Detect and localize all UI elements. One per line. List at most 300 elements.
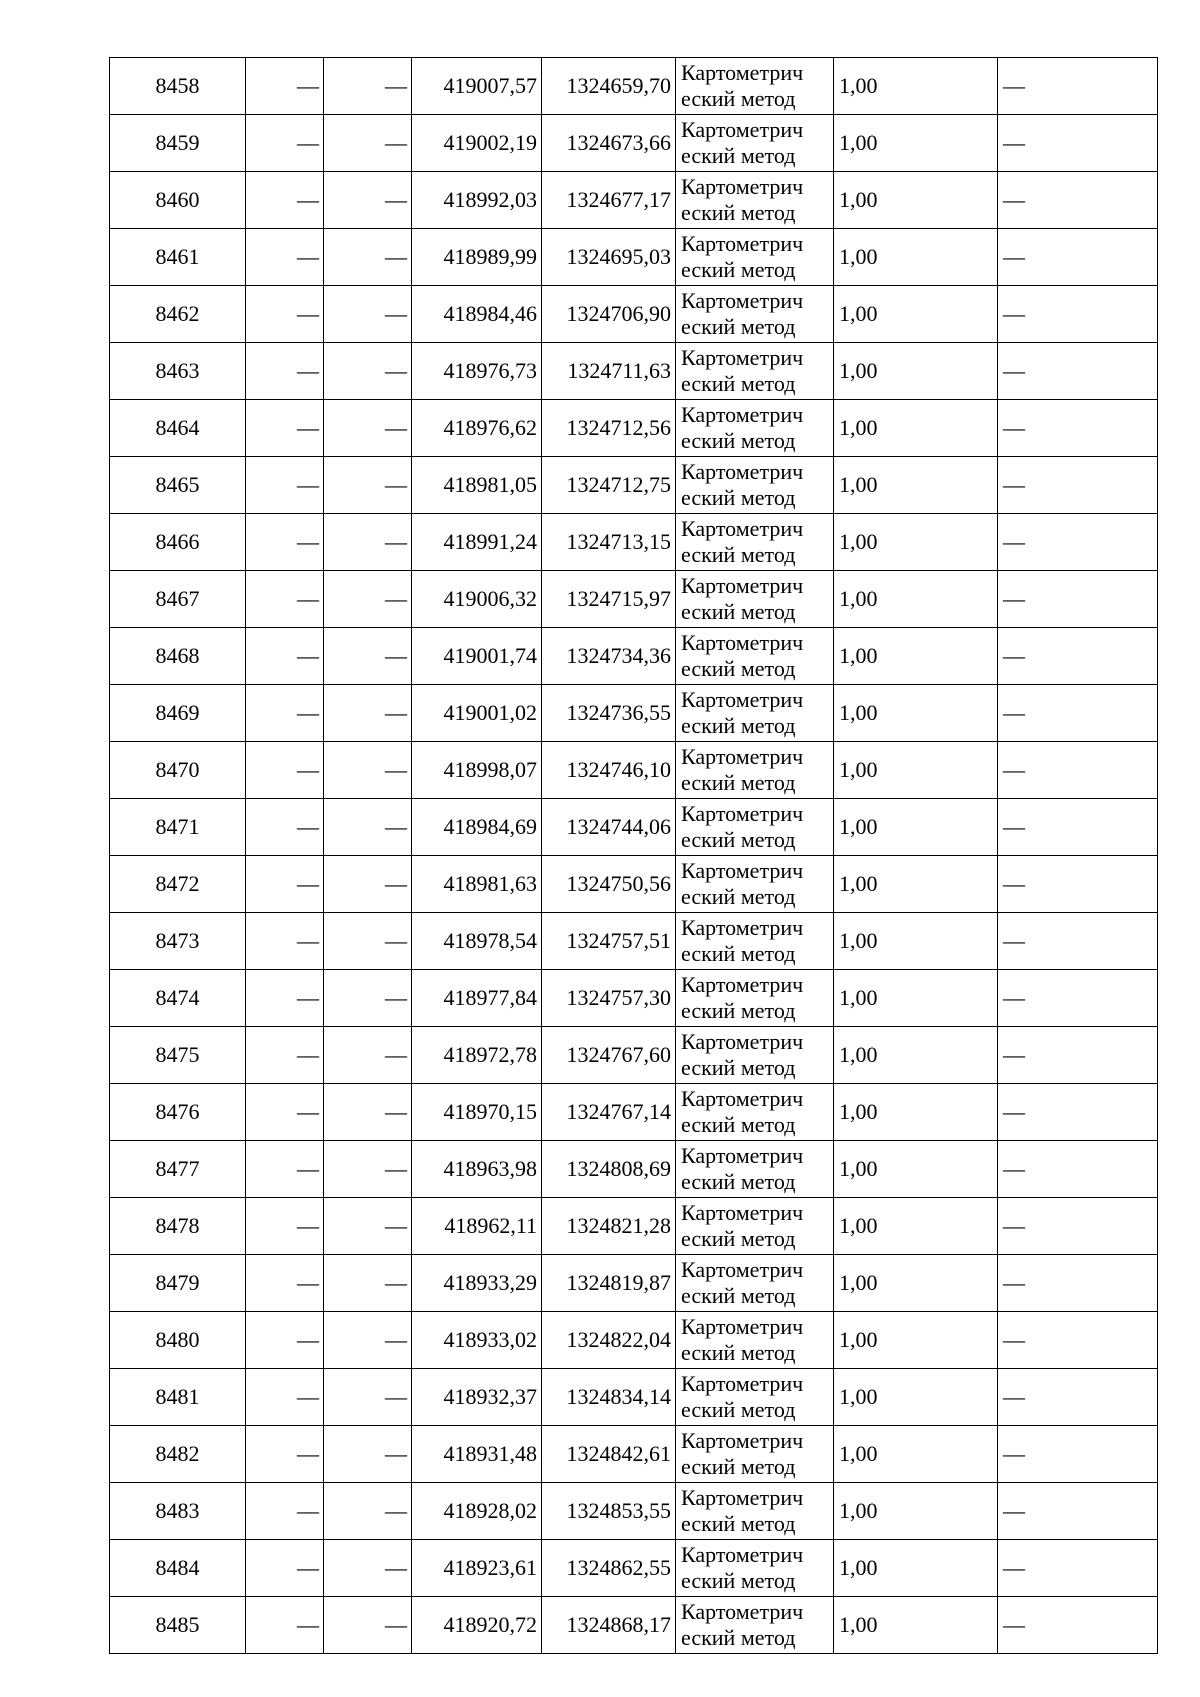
y-coordinate-cell: 1324677,17 [542,172,676,229]
empty-y-cell: — [324,1426,412,1483]
description-cell: — [998,343,1158,400]
point-number-cell: 8465 [110,457,246,514]
point-number-cell: 8479 [110,1255,246,1312]
method-line-1: Картометрич [681,459,804,484]
point-number-cell: 8459 [110,115,246,172]
method-line-1: Картометрич [681,630,804,655]
description-cell: — [998,286,1158,343]
description-cell: — [998,1597,1158,1654]
description-cell: — [998,1540,1158,1597]
description-cell: — [998,400,1158,457]
accuracy-cell: 1,00 [834,172,998,229]
description-cell: — [998,799,1158,856]
description-cell: — [998,1426,1158,1483]
empty-x-cell: — [246,685,324,742]
method-cell [676,115,834,172]
table-row [110,343,1158,400]
table-row [110,742,1158,799]
description-cell: — [998,1312,1158,1369]
accuracy-cell: 1,00 [834,457,998,514]
method-line-2: еский метод [681,1340,796,1365]
point-number-cell: 8466 [110,514,246,571]
empty-x-cell: — [246,742,324,799]
point-number-cell: 8484 [110,1540,246,1597]
y-coordinate-cell: 1324868,17 [542,1597,676,1654]
method-line-1: Картометрич [681,60,804,85]
method-cell [676,1426,834,1483]
table-row [110,457,1158,514]
y-coordinate-cell: 1324767,14 [542,1084,676,1141]
method-cell [676,742,834,799]
y-coordinate-cell: 1324715,97 [542,571,676,628]
accuracy-cell: 1,00 [834,229,998,286]
table-row [110,799,1158,856]
description-cell: — [998,229,1158,286]
point-number-cell: 8485 [110,1597,246,1654]
table-row [110,628,1158,685]
method-line-1: Картометрич [681,1143,804,1168]
point-number-cell: 8458 [110,58,246,115]
empty-x-cell: — [246,970,324,1027]
point-number-cell: 8463 [110,343,246,400]
table-row [110,1255,1158,1312]
description-cell: — [998,685,1158,742]
method-line-2: еский метод [681,1226,796,1251]
point-number-cell: 8473 [110,913,246,970]
empty-x-cell: — [246,514,324,571]
point-number-cell: 8475 [110,1027,246,1084]
table-row [110,1312,1158,1369]
accuracy-cell: 1,00 [834,1084,998,1141]
empty-x-cell: — [246,400,324,457]
x-coordinate-cell: 418977,84 [412,970,542,1027]
table-row [110,115,1158,172]
table-row [110,1426,1158,1483]
x-coordinate-cell: 418989,99 [412,229,542,286]
point-number-cell: 8462 [110,286,246,343]
empty-y-cell: — [324,913,412,970]
method-line-1: Картометрич [681,1200,804,1225]
method-line-2: еский метод [681,371,796,396]
empty-x-cell: — [246,172,324,229]
empty-y-cell: — [324,571,412,628]
empty-x-cell: — [246,1597,324,1654]
method-line-1: Картометрич [681,1371,804,1396]
x-coordinate-cell: 418976,62 [412,400,542,457]
empty-x-cell: — [246,1198,324,1255]
y-coordinate-cell: 1324673,66 [542,115,676,172]
x-coordinate-cell: 419002,19 [412,115,542,172]
empty-y-cell: — [324,628,412,685]
method-line-2: еский метод [681,314,796,339]
method-cell [676,799,834,856]
method-line-2: еский метод [681,1112,796,1137]
empty-y-cell: — [324,1312,412,1369]
method-line-1: Картометрич [681,972,804,997]
method-cell [676,286,834,343]
empty-y-cell: — [324,172,412,229]
empty-x-cell: — [246,343,324,400]
method-line-2: еский метод [681,1454,796,1479]
empty-x-cell: — [246,1540,324,1597]
method-cell [676,1255,834,1312]
empty-y-cell: — [324,1141,412,1198]
y-coordinate-cell: 1324821,28 [542,1198,676,1255]
table-row [110,1597,1158,1654]
empty-x-cell: — [246,628,324,685]
empty-y-cell: — [324,229,412,286]
accuracy-cell: 1,00 [834,913,998,970]
y-coordinate-cell: 1324713,15 [542,514,676,571]
x-coordinate-cell: 418931,48 [412,1426,542,1483]
description-cell: — [998,115,1158,172]
method-cell [676,229,834,286]
empty-x-cell: — [246,1141,324,1198]
method-line-1: Картометрич [681,231,804,256]
empty-y-cell: — [324,343,412,400]
empty-y-cell: — [324,799,412,856]
x-coordinate-cell: 418981,63 [412,856,542,913]
y-coordinate-cell: 1324734,36 [542,628,676,685]
x-coordinate-cell: 418992,03 [412,172,542,229]
method-cell [676,571,834,628]
method-line-2: еский метод [681,200,796,225]
empty-y-cell: — [324,685,412,742]
x-coordinate-cell: 419006,32 [412,571,542,628]
x-coordinate-cell: 418963,98 [412,1141,542,1198]
accuracy-cell: 1,00 [834,343,998,400]
empty-x-cell: — [246,1312,324,1369]
accuracy-cell: 1,00 [834,286,998,343]
empty-x-cell: — [246,913,324,970]
method-cell [676,400,834,457]
description-cell: — [998,571,1158,628]
x-coordinate-cell: 418984,46 [412,286,542,343]
method-cell [676,628,834,685]
empty-y-cell: — [324,1027,412,1084]
x-coordinate-cell: 418970,15 [412,1084,542,1141]
method-line-2: еский метод [681,542,796,567]
method-cell [676,1483,834,1540]
accuracy-cell: 1,00 [834,970,998,1027]
empty-x-cell: — [246,115,324,172]
x-coordinate-cell: 418932,37 [412,1369,542,1426]
method-line-2: еский метод [681,485,796,510]
point-number-cell: 8470 [110,742,246,799]
method-line-2: еский метод [681,1397,796,1422]
empty-y-cell: — [324,1198,412,1255]
method-cell [676,1198,834,1255]
empty-x-cell: — [246,1084,324,1141]
method-line-2: еский метод [681,143,796,168]
y-coordinate-cell: 1324659,70 [542,58,676,115]
y-coordinate-cell: 1324711,63 [542,343,676,400]
description-cell: — [998,856,1158,913]
y-coordinate-cell: 1324757,51 [542,913,676,970]
method-cell [676,457,834,514]
method-line-2: еский метод [681,941,796,966]
table-row [110,229,1158,286]
x-coordinate-cell: 418998,07 [412,742,542,799]
table-row [110,856,1158,913]
x-coordinate-cell: 418972,78 [412,1027,542,1084]
method-line-1: Картометрич [681,117,804,142]
point-number-cell: 8474 [110,970,246,1027]
empty-x-cell: — [246,1426,324,1483]
y-coordinate-cell: 1324822,04 [542,1312,676,1369]
method-line-1: Картометрич [681,174,804,199]
point-number-cell: 8481 [110,1369,246,1426]
y-coordinate-cell: 1324695,03 [542,229,676,286]
empty-x-cell: — [246,1369,324,1426]
description-cell: — [998,1483,1158,1540]
description-cell: — [998,1369,1158,1426]
x-coordinate-cell: 418928,02 [412,1483,542,1540]
method-cell [676,1369,834,1426]
table-row [110,571,1158,628]
method-line-2: еский метод [681,770,796,795]
y-coordinate-cell: 1324757,30 [542,970,676,1027]
empty-y-cell: — [324,1483,412,1540]
method-line-1: Картометрич [681,687,804,712]
method-line-1: Картометрич [681,1485,804,1510]
table-row [110,58,1158,115]
method-line-1: Картометрич [681,744,804,769]
empty-y-cell: — [324,742,412,799]
coordinates-table [109,57,1158,1654]
x-coordinate-cell: 418933,29 [412,1255,542,1312]
method-cell [676,685,834,742]
method-line-2: еский метод [681,884,796,909]
method-line-1: Картометрич [681,1029,804,1054]
table-row [110,1141,1158,1198]
method-line-2: еский метод [681,713,796,738]
accuracy-cell: 1,00 [834,1312,998,1369]
empty-x-cell: — [246,1255,324,1312]
method-line-2: еский метод [681,599,796,624]
method-line-1: Картометрич [681,801,804,826]
empty-y-cell: — [324,286,412,343]
accuracy-cell: 1,00 [834,799,998,856]
accuracy-cell: 1,00 [834,514,998,571]
method-line-1: Картометрич [681,1428,804,1453]
point-number-cell: 8483 [110,1483,246,1540]
accuracy-cell: 1,00 [834,1369,998,1426]
method-line-2: еский метод [681,1055,796,1080]
method-cell [676,856,834,913]
accuracy-cell: 1,00 [834,856,998,913]
description-cell: — [998,1141,1158,1198]
y-coordinate-cell: 1324819,87 [542,1255,676,1312]
y-coordinate-cell: 1324834,14 [542,1369,676,1426]
description-cell: — [998,457,1158,514]
method-line-2: еский метод [681,428,796,453]
method-line-1: Картометрич [681,516,804,541]
accuracy-cell: 1,00 [834,685,998,742]
x-coordinate-cell: 418978,54 [412,913,542,970]
table-row [110,172,1158,229]
empty-x-cell: — [246,799,324,856]
empty-y-cell: — [324,1597,412,1654]
point-number-cell: 8469 [110,685,246,742]
empty-x-cell: — [246,229,324,286]
method-line-1: Картометрич [681,858,804,883]
y-coordinate-cell: 1324712,56 [542,400,676,457]
accuracy-cell: 1,00 [834,1540,998,1597]
table-row [110,1483,1158,1540]
method-cell [676,58,834,115]
table-row [110,1027,1158,1084]
table-row [110,514,1158,571]
accuracy-cell: 1,00 [834,1027,998,1084]
empty-y-cell: — [324,457,412,514]
point-number-cell: 8468 [110,628,246,685]
empty-y-cell: — [324,400,412,457]
table-row [110,970,1158,1027]
method-line-1: Картометрич [681,402,804,427]
y-coordinate-cell: 1324746,10 [542,742,676,799]
empty-x-cell: — [246,571,324,628]
method-line-1: Картометрич [681,345,804,370]
method-cell [676,514,834,571]
empty-x-cell: — [246,457,324,514]
point-number-cell: 8460 [110,172,246,229]
point-number-cell: 8471 [110,799,246,856]
method-line-1: Картометрич [681,1314,804,1339]
accuracy-cell: 1,00 [834,628,998,685]
point-number-cell: 8467 [110,571,246,628]
table-row [110,1540,1158,1597]
point-number-cell: 8477 [110,1141,246,1198]
empty-y-cell: — [324,1084,412,1141]
table-row [110,1198,1158,1255]
empty-x-cell: — [246,1027,324,1084]
x-coordinate-cell: 418984,69 [412,799,542,856]
accuracy-cell: 1,00 [834,1141,998,1198]
description-cell: — [998,1198,1158,1255]
accuracy-cell: 1,00 [834,1255,998,1312]
method-line-2: еский метод [681,257,796,282]
empty-y-cell: — [324,58,412,115]
description-cell: — [998,1084,1158,1141]
empty-y-cell: — [324,970,412,1027]
table-row [110,913,1158,970]
method-cell [676,172,834,229]
point-number-cell: 8480 [110,1312,246,1369]
method-cell [676,1141,834,1198]
method-line-1: Картометрич [681,1599,804,1624]
method-line-1: Картометрич [681,1257,804,1282]
empty-y-cell: — [324,1369,412,1426]
table-row [110,1084,1158,1141]
accuracy-cell: 1,00 [834,571,998,628]
table-body [110,58,1158,1654]
method-line-2: еский метод [681,998,796,1023]
method-line-1: Картометрич [681,1086,804,1111]
method-cell [676,1084,834,1141]
method-line-2: еский метод [681,827,796,852]
method-line-2: еский метод [681,656,796,681]
x-coordinate-cell: 419001,02 [412,685,542,742]
accuracy-cell: 1,00 [834,1198,998,1255]
empty-y-cell: — [324,1540,412,1597]
empty-y-cell: — [324,856,412,913]
method-cell [676,343,834,400]
accuracy-cell: 1,00 [834,1483,998,1540]
y-coordinate-cell: 1324862,55 [542,1540,676,1597]
empty-x-cell: — [246,856,324,913]
method-line-1: Картометрич [681,573,804,598]
x-coordinate-cell: 419001,74 [412,628,542,685]
description-cell: — [998,172,1158,229]
method-line-1: Картометрич [681,915,804,940]
table-row [110,1369,1158,1426]
table-row [110,685,1158,742]
method-cell [676,913,834,970]
table-row [110,286,1158,343]
y-coordinate-cell: 1324744,06 [542,799,676,856]
method-line-2: еский метод [681,1169,796,1194]
y-coordinate-cell: 1324706,90 [542,286,676,343]
x-coordinate-cell: 418933,02 [412,1312,542,1369]
method-line-2: еский метод [681,86,796,111]
y-coordinate-cell: 1324842,61 [542,1426,676,1483]
description-cell: — [998,970,1158,1027]
description-cell: — [998,913,1158,970]
method-line-1: Картометрич [681,288,804,313]
x-coordinate-cell: 418981,05 [412,457,542,514]
empty-x-cell: — [246,286,324,343]
description-cell: — [998,514,1158,571]
method-line-2: еский метод [681,1283,796,1308]
method-line-1: Картометрич [681,1542,804,1567]
empty-x-cell: — [246,1483,324,1540]
method-line-2: еский метод [681,1625,796,1650]
point-number-cell: 8476 [110,1084,246,1141]
x-coordinate-cell: 418920,72 [412,1597,542,1654]
method-line-2: еский метод [681,1511,796,1536]
accuracy-cell: 1,00 [834,742,998,799]
point-number-cell: 8482 [110,1426,246,1483]
x-coordinate-cell: 418923,61 [412,1540,542,1597]
y-coordinate-cell: 1324736,55 [542,685,676,742]
accuracy-cell: 1,00 [834,1426,998,1483]
accuracy-cell: 1,00 [834,400,998,457]
method-cell [676,970,834,1027]
method-cell [676,1312,834,1369]
empty-y-cell: — [324,514,412,571]
accuracy-cell: 1,00 [834,115,998,172]
method-line-2: еский метод [681,1568,796,1593]
method-cell [676,1597,834,1654]
accuracy-cell: 1,00 [834,58,998,115]
empty-x-cell: — [246,58,324,115]
x-coordinate-cell: 418976,73 [412,343,542,400]
y-coordinate-cell: 1324853,55 [542,1483,676,1540]
description-cell: — [998,628,1158,685]
description-cell: — [998,1255,1158,1312]
method-cell [676,1540,834,1597]
point-number-cell: 8478 [110,1198,246,1255]
empty-y-cell: — [324,1255,412,1312]
description-cell: — [998,742,1158,799]
y-coordinate-cell: 1324750,56 [542,856,676,913]
point-number-cell: 8461 [110,229,246,286]
point-number-cell: 8472 [110,856,246,913]
x-coordinate-cell: 418991,24 [412,514,542,571]
y-coordinate-cell: 1324712,75 [542,457,676,514]
y-coordinate-cell: 1324808,69 [542,1141,676,1198]
